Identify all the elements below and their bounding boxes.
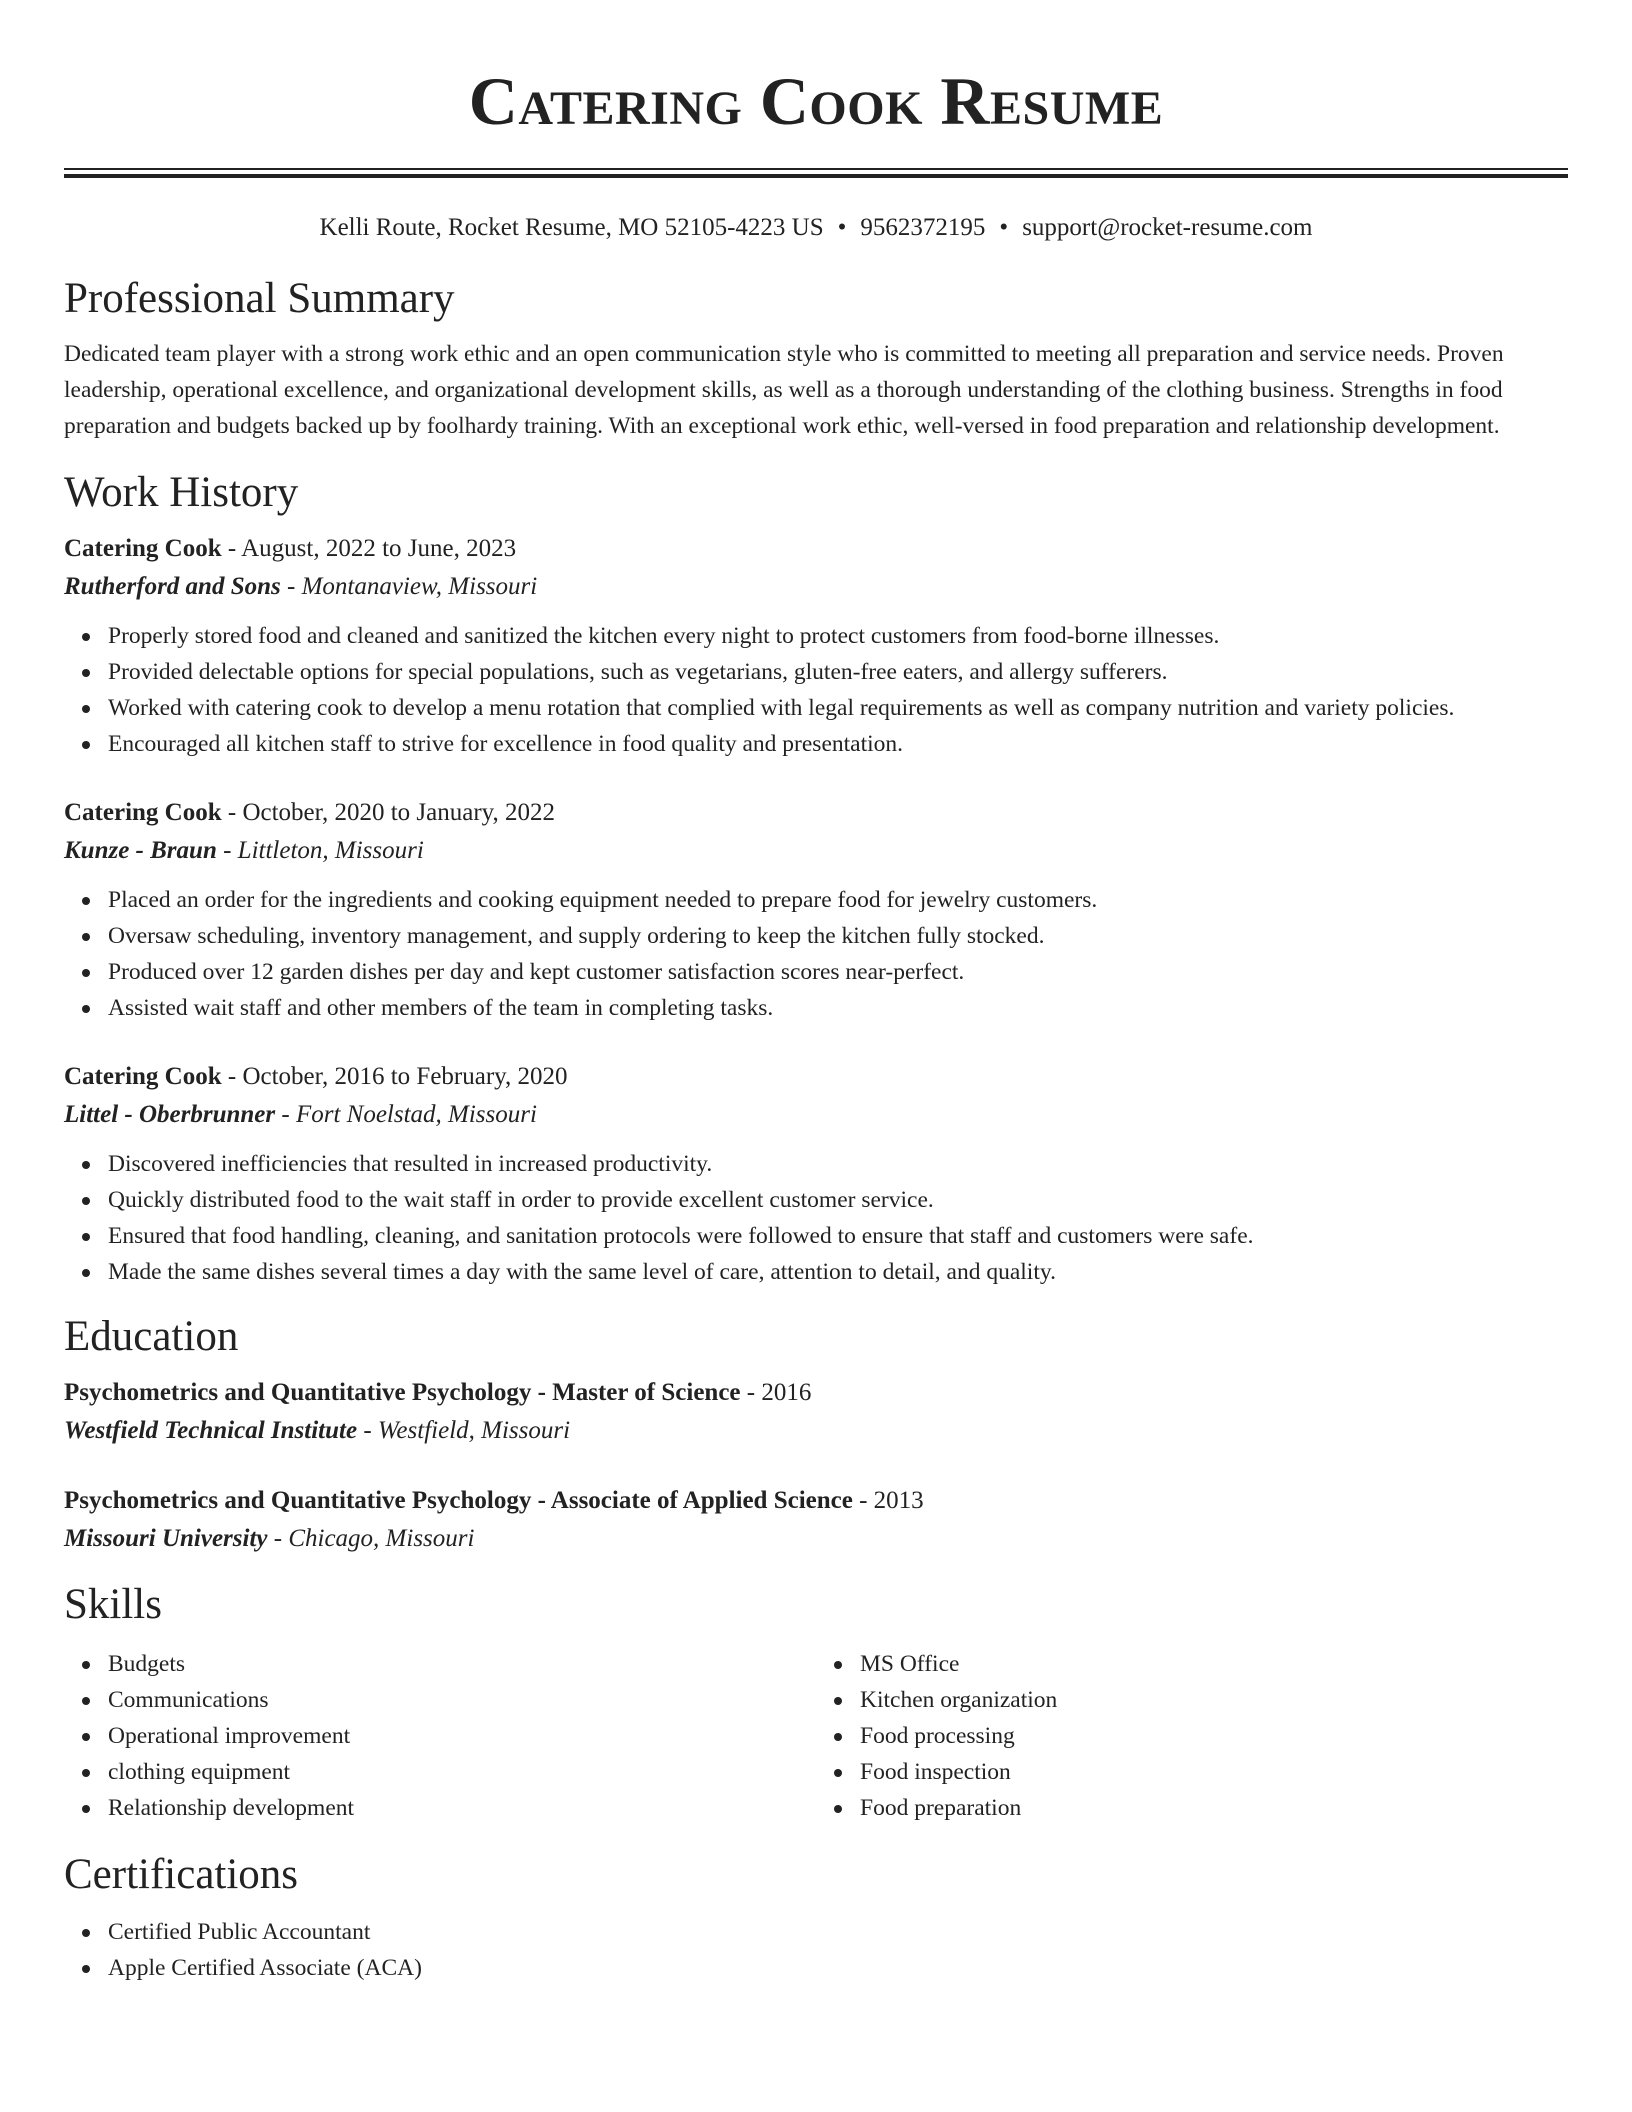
title-divider xyxy=(64,168,1568,178)
degree-line xyxy=(64,1374,1568,1412)
list-item: Operational improvement xyxy=(108,1718,816,1754)
list-item: clothing equipment xyxy=(108,1754,816,1790)
list-item: Properly stored food and cleaned and sanitized the kitchen every night to protect customers from food-borne illnesses. xyxy=(108,618,1568,654)
degree-year: - 2013 xyxy=(852,1487,924,1514)
job-location: - Fort Noelstad, Missouri xyxy=(275,1101,537,1128)
job-duties-list xyxy=(64,618,1568,762)
job-location: - Littleton, Missouri xyxy=(216,837,424,864)
list-item: Food processing xyxy=(860,1718,1568,1754)
school: Missouri University xyxy=(64,1525,268,1552)
list-item: Budgets xyxy=(108,1646,816,1682)
job-dates: - October, 2016 to February, 2020 xyxy=(221,1063,568,1090)
school-line xyxy=(64,1412,1568,1450)
education-entry xyxy=(64,1374,1568,1450)
job-location: - Montanaview, Missouri xyxy=(280,573,538,600)
school-location: - Westfield, Missouri xyxy=(357,1417,571,1444)
job-company-line xyxy=(64,1096,1568,1134)
list-item: Placed an order for the ingredients and cooking equipment needed to prepare food for jewelry customers. xyxy=(108,882,1568,918)
job-title-line xyxy=(64,794,1568,832)
list-item: Assisted wait staff and other members of the team in completing tasks. xyxy=(108,990,1568,1026)
degree-line xyxy=(64,1482,1568,1520)
skills-list-right xyxy=(816,1646,1568,1826)
list-item: Worked with catering cook to develop a menu rotation that complied with legal requirements as well as company nutrition and variety policies. xyxy=(108,690,1568,726)
contact-line xyxy=(64,212,1568,244)
job-duties-list xyxy=(64,882,1568,1026)
list-item: Provided delectable options for special populations, such as vegetarians, gluten-free eaters, and allergy sufferers. xyxy=(108,654,1568,690)
degree-year: - 2016 xyxy=(740,1379,812,1406)
job-entry xyxy=(64,1058,1568,1290)
skills-grid xyxy=(64,1646,1568,1826)
job-title-line xyxy=(64,530,1568,568)
summary-text: Dedicated team player with a strong work ethic and an open communication style who is committed to meeting all preparation and service needs. Proven leadership, operational excellence, and organizational development skills, as well as a thorough understanding of the clothing business. Strengths in food preparation and budgets backed up by foolhardy training. With an exceptional work ethic, well-versed in food preparation and relationship development. xyxy=(64,341,1504,439)
job-title: Catering Cook xyxy=(64,535,222,562)
education-entry xyxy=(64,1482,1568,1558)
list-item: Quickly distributed food to the wait staff in order to provide excellent customer service. xyxy=(108,1182,1568,1218)
work-history-section xyxy=(64,466,1568,1290)
job-company-line xyxy=(64,832,1568,870)
job-title-line xyxy=(64,1058,1568,1096)
job-dates: - October, 2020 to January, 2022 xyxy=(221,799,556,826)
resume-page xyxy=(64,0,1568,1986)
school-line xyxy=(64,1520,1568,1558)
certifications-heading: Certifications xyxy=(64,1851,299,1898)
work-history-heading: Work History xyxy=(64,469,299,516)
job-entry xyxy=(64,530,1568,762)
list-item: Made the same dishes several times a day with the same level of care, attention to detail, and quality. xyxy=(108,1254,1568,1290)
job-company: Rutherford and Sons xyxy=(64,573,281,600)
list-item: Certified Public Accountant xyxy=(108,1914,1568,1950)
job-title: Catering Cook xyxy=(64,799,222,826)
resume-title: Catering Cook Resume xyxy=(468,63,1164,139)
contact-phone: 9562372195 xyxy=(860,214,986,241)
job-company: Kunze - Braun xyxy=(64,837,217,864)
contact-email: support@rocket-resume.com xyxy=(1022,214,1313,241)
list-item: Ensured that food handling, cleaning, and sanitation protocols were followed to ensure that staff and customers were safe. xyxy=(108,1218,1568,1254)
education-section xyxy=(64,1310,1568,1558)
list-item: Discovered inefficiencies that resulted in increased productivity. xyxy=(108,1146,1568,1182)
job-company: Littel - Oberbrunner xyxy=(64,1101,276,1128)
summary-heading: Professional Summary xyxy=(64,275,455,322)
list-item: Produced over 12 garden dishes per day and kept customer satisfaction scores near-perfect. xyxy=(108,954,1568,990)
job-duties-list xyxy=(64,1146,1568,1290)
contact-separator: • xyxy=(837,214,847,241)
list-item: Apple Certified Associate (ACA) xyxy=(108,1950,1568,1986)
skills-heading: Skills xyxy=(64,1581,162,1628)
list-item: MS Office xyxy=(860,1646,1568,1682)
degree: Psychometrics and Quantitative Psychology - Associate of Applied Science xyxy=(64,1487,853,1514)
school: Westfield Technical Institute xyxy=(64,1417,358,1444)
job-entry xyxy=(64,794,1568,1026)
job-company-line xyxy=(64,568,1568,606)
contact-address: Kelli Route, Rocket Resume, MO 52105-4223 US xyxy=(319,214,824,241)
job-dates: - August, 2022 to June, 2023 xyxy=(221,535,517,562)
degree: Psychometrics and Quantitative Psychology - Master of Science xyxy=(64,1379,741,1406)
list-item: Food inspection xyxy=(860,1754,1568,1790)
skills-list-left xyxy=(64,1646,816,1826)
certifications-list xyxy=(64,1914,1568,1986)
list-item: Oversaw scheduling, inventory management, and supply ordering to keep the kitchen fully stocked. xyxy=(108,918,1568,954)
summary-section xyxy=(64,272,1568,444)
education-heading: Education xyxy=(64,1313,239,1360)
list-item: Relationship development xyxy=(108,1790,816,1826)
certifications-section xyxy=(64,1848,1568,1986)
list-item: Encouraged all kitchen staff to strive for excellence in food quality and presentation. xyxy=(108,726,1568,762)
job-title: Catering Cook xyxy=(64,1063,222,1090)
list-item: Kitchen organization xyxy=(860,1682,1568,1718)
list-item: Communications xyxy=(108,1682,816,1718)
contact-separator: • xyxy=(999,214,1009,241)
list-item: Food preparation xyxy=(860,1790,1568,1826)
skills-section xyxy=(64,1578,1568,1826)
school-location: - Chicago, Missouri xyxy=(267,1525,475,1552)
